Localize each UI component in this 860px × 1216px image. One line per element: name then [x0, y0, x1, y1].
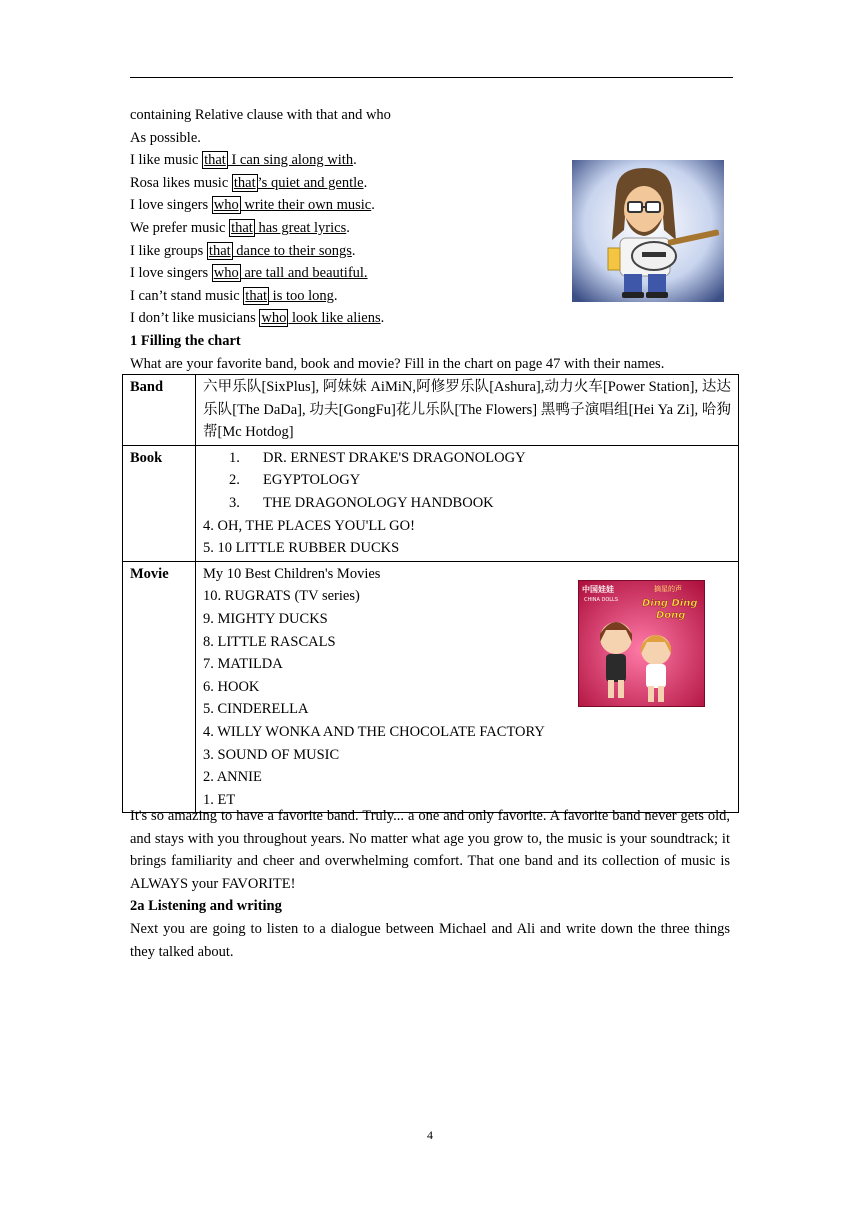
- page-number: 4: [427, 1128, 433, 1142]
- list-item: 4. WILLY WONKA AND THE CHOCOLATE FACTORY: [203, 723, 545, 740]
- relative-pronoun: who: [261, 310, 287, 327]
- chart-label-book: Book: [123, 445, 196, 561]
- album-title-line-1: Ding Ding: [642, 597, 698, 609]
- relative-pronoun: that: [245, 287, 268, 304]
- relative-pronoun: that: [231, 219, 253, 236]
- example-sentence: I love singers who are tall and beautiful.: [130, 265, 368, 282]
- movie-list: [196, 561, 739, 813]
- book-list: [196, 445, 739, 561]
- chart-label-movie: Movie: [123, 561, 196, 813]
- relative-clause: has great lyrics: [254, 219, 347, 236]
- album-cover-image: [578, 580, 705, 707]
- relative-pronoun: who: [213, 265, 239, 282]
- relative-pronoun: that: [204, 152, 226, 169]
- list-item: 9. MIGHTY DUCKS: [203, 610, 328, 627]
- favorites-chart: [122, 374, 739, 813]
- section-1-heading: 1 Filling the chart: [130, 332, 241, 349]
- list-item: 10. RUGRATS (TV series): [203, 588, 360, 605]
- guitarist-illustration: [572, 160, 724, 302]
- chart-row-book: [123, 445, 739, 561]
- list-item: 4. OH, THE PLACES YOU'LL GO!: [203, 517, 415, 534]
- example-sentence: I like music that I can sing along with.: [130, 152, 357, 169]
- chart-row-movie: [123, 561, 739, 813]
- intro-line-2: As possible.: [130, 129, 201, 146]
- relative-clause: is too long: [269, 287, 334, 304]
- chart-label-band: Band: [123, 375, 196, 446]
- header-rule: [130, 77, 733, 78]
- list-item: My 10 Best Children's Movies: [203, 565, 381, 582]
- relative-clause: dance to their songs: [232, 242, 352, 259]
- album-brand-en: CHINA DOLLS: [584, 596, 619, 603]
- section-2a-heading: 2a Listening and writing: [130, 898, 282, 915]
- album-brand: 中国娃娃: [582, 584, 614, 594]
- list-item: 1. ET: [203, 791, 236, 808]
- example-sentence: I like groups that dance to their songs.: [130, 242, 356, 259]
- list-item: 3. SOUND OF MUSIC: [203, 746, 340, 763]
- relative-clause: look like aliens: [288, 310, 381, 327]
- example-sentence: I don’t like musicians who look like aliens.: [130, 310, 385, 327]
- list-item: 7. MATILDA: [203, 656, 283, 673]
- relative-clause: ’s quiet and gentle: [257, 174, 364, 191]
- section-1-instruction: What are your favorite band, book and movie? Fill in the chart on page 47 with their names.: [130, 355, 665, 372]
- example-sentence: I can’t stand music that is too long.: [130, 287, 338, 304]
- band-list: 六甲乐队[SixPlus], 阿妹妹 AiMiN,阿修罗乐队[Ashura],动力火车[Power Station], 达达乐队[The DaDa], 功夫[GongFu]花儿乐队[The Flowers] 黑鸭子演唱组[Hei Ya Zi], 哈狗帮[Mc Hotdog]: [196, 375, 739, 446]
- list-item: 2. EGYPTOLOGY: [229, 472, 361, 489]
- relative-clause: I can sing along with: [227, 152, 354, 169]
- list-item: 3. THE DRAGONOLOGY HANDBOOK: [229, 494, 494, 511]
- list-item: 1. DR. ERNEST DRAKE'S DRAGONOLOGY: [229, 449, 526, 466]
- album-title-line-2: Dong: [656, 609, 686, 621]
- relative-pronoun: that: [208, 242, 231, 259]
- relative-pronoun: that: [233, 174, 256, 191]
- chart-row-band: [123, 375, 739, 446]
- list-item: 5. CINDERELLA: [203, 701, 309, 718]
- album-title-cn: 摘星的声: [654, 584, 682, 593]
- list-item: 8. LITTLE RASCALS: [203, 633, 336, 650]
- section-2a-instruction: Next you are going to listen to a dialogue between Michael and Ali and write down the three things they talked about.: [130, 920, 730, 960]
- favorite-band-paragraph: It's so amazing to have a favorite band. Truly... a one and only favorite. A favorite band never gets old, and stays with you throughout years. No matter what age you grow to, the music is your soundtrack; it brings familiarity and cheer and overwhelming comfort. That one band and its collection of music is ALWAYS your FAVORITE!: [130, 808, 730, 892]
- relative-pronoun: who: [213, 197, 239, 214]
- example-sentence: I love singers who write their own music.: [130, 197, 375, 214]
- intro-line-1: containing Relative clause with that and who: [130, 107, 391, 123]
- list-item: 5. 10 LITTLE RUBBER DUCKS: [203, 540, 400, 557]
- example-sentence: Rosa likes music that ’s quiet and gentle.: [130, 174, 368, 191]
- body-text: [130, 805, 730, 963]
- relative-clause: write their own music: [240, 197, 372, 214]
- relative-clause: are tall and beautiful.: [240, 265, 368, 282]
- list-item: 6. HOOK: [203, 678, 260, 695]
- example-sentence: We prefer music that has great lyrics.: [130, 219, 350, 236]
- list-item: 2. ANNIE: [203, 769, 262, 786]
